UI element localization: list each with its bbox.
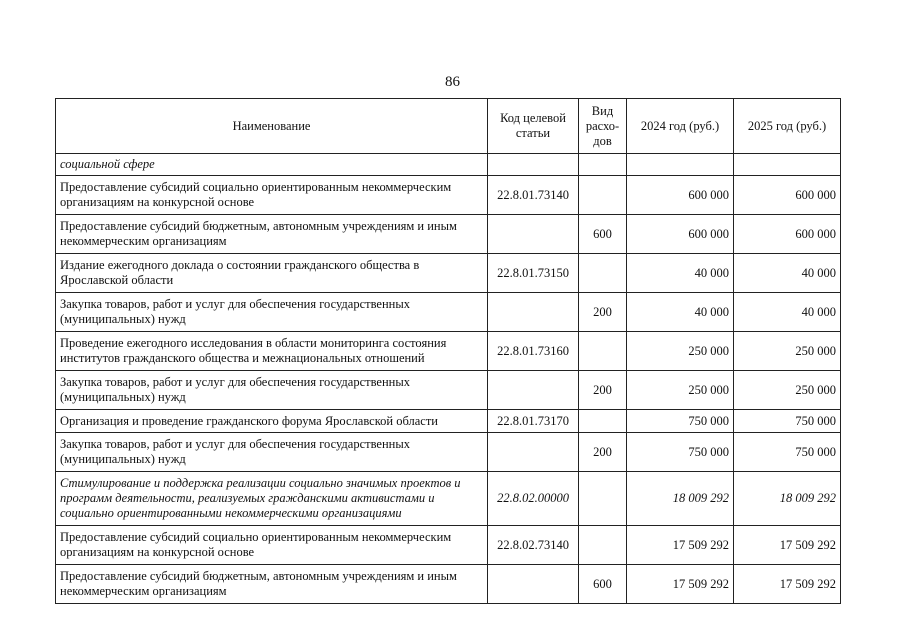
cell-y2025: 600 000	[734, 176, 841, 215]
cell-type	[579, 472, 627, 526]
cell-y2025: 40 000	[734, 293, 841, 332]
cell-type	[579, 526, 627, 565]
cell-y2025: 18 009 292	[734, 472, 841, 526]
cell-y2025: 600 000	[734, 215, 841, 254]
cell-y2025: 17 509 292	[734, 565, 841, 604]
cell-code: 22.8.02.73140	[488, 526, 579, 565]
cell-name: Проведение ежегодного исследования в области мониторинга состояния институтов гражданского общества и межнациональных отношений	[56, 332, 488, 371]
table-row	[56, 332, 841, 371]
cell-y2024: 18 009 292	[627, 472, 734, 526]
cell-name: Закупка товаров, работ и услуг для обеспечения государственных (муниципальных) нужд	[56, 293, 488, 332]
cell-y2025: 250 000	[734, 371, 841, 410]
cell-name: Закупка товаров, работ и услуг для обеспечения государственных (муниципальных) нужд	[56, 433, 488, 472]
cell-type	[579, 410, 627, 433]
table-row	[56, 371, 841, 410]
table-row	[56, 254, 841, 293]
cell-name: Предоставление субсидий бюджетным, автономным учреждениям и иным некоммерческим организациям	[56, 565, 488, 604]
header-2024: 2024 год (руб.)	[627, 99, 734, 154]
cell-code	[488, 293, 579, 332]
table-row	[56, 526, 841, 565]
cell-type: 600	[579, 215, 627, 254]
cell-code: 22.8.01.73170	[488, 410, 579, 433]
page-number: 86	[445, 74, 460, 90]
cell-type	[579, 154, 627, 176]
cell-y2024: 17 509 292	[627, 526, 734, 565]
cell-name: Издание ежегодного доклада о состоянии гражданского общества в Ярославской области	[56, 254, 488, 293]
cell-code	[488, 565, 579, 604]
table-body	[56, 154, 841, 604]
cell-y2024: 40 000	[627, 254, 734, 293]
cell-code: 22.8.02.00000	[488, 472, 579, 526]
cell-y2025: 750 000	[734, 433, 841, 472]
table-row	[56, 433, 841, 472]
table-header	[56, 99, 841, 154]
cell-code: 22.8.01.73150	[488, 254, 579, 293]
cell-y2025: 17 509 292	[734, 526, 841, 565]
cell-type: 600	[579, 565, 627, 604]
cell-name: Организация и проведение гражданского форума Ярославской области	[56, 410, 488, 433]
cell-code: 22.8.01.73140	[488, 176, 579, 215]
cell-y2025	[734, 154, 841, 176]
cell-name: Закупка товаров, работ и услуг для обеспечения государственных (муниципальных) нужд	[56, 371, 488, 410]
header-name: Наименование	[56, 99, 488, 154]
table-row	[56, 215, 841, 254]
table-row	[56, 176, 841, 215]
cell-code	[488, 371, 579, 410]
cell-code	[488, 433, 579, 472]
cell-name: социальной сфере	[56, 154, 488, 176]
cell-y2024	[627, 154, 734, 176]
cell-y2025: 750 000	[734, 410, 841, 433]
cell-name: Предоставление субсидий социально ориентированным некоммерческим организациям на конкурсной основе	[56, 526, 488, 565]
header-type: Вид расхо-дов	[579, 99, 627, 154]
cell-type	[579, 254, 627, 293]
cell-type	[579, 332, 627, 371]
table-row	[56, 565, 841, 604]
cell-y2024: 250 000	[627, 332, 734, 371]
cell-type	[579, 176, 627, 215]
header-code: Код целевой статьи	[488, 99, 579, 154]
cell-code	[488, 215, 579, 254]
cell-y2024: 40 000	[627, 293, 734, 332]
table-row	[56, 154, 841, 176]
cell-y2025: 40 000	[734, 254, 841, 293]
cell-name: Предоставление субсидий социально ориентированным некоммерческим организациям на конкурсной основе	[56, 176, 488, 215]
cell-code	[488, 154, 579, 176]
cell-y2024: 17 509 292	[627, 565, 734, 604]
cell-type: 200	[579, 293, 627, 332]
cell-name: Стимулирование и поддержка реализации социально значимых проектов и программ деятельности, реализуемых гражданскими активистами и социально ориентированными некоммерческими организациями	[56, 472, 488, 526]
cell-y2024: 750 000	[627, 433, 734, 472]
cell-y2024: 750 000	[627, 410, 734, 433]
cell-y2024: 600 000	[627, 215, 734, 254]
table-row	[56, 293, 841, 332]
cell-y2024: 250 000	[627, 371, 734, 410]
budget-table	[55, 98, 841, 604]
cell-name: Предоставление субсидий бюджетным, автономным учреждениям и иным некоммерческим организациям	[56, 215, 488, 254]
header-2025: 2025 год (руб.)	[734, 99, 841, 154]
cell-code: 22.8.01.73160	[488, 332, 579, 371]
cell-type: 200	[579, 371, 627, 410]
table-row	[56, 472, 841, 526]
cell-y2024: 600 000	[627, 176, 734, 215]
table-row	[56, 410, 841, 433]
cell-y2025: 250 000	[734, 332, 841, 371]
cell-type: 200	[579, 433, 627, 472]
